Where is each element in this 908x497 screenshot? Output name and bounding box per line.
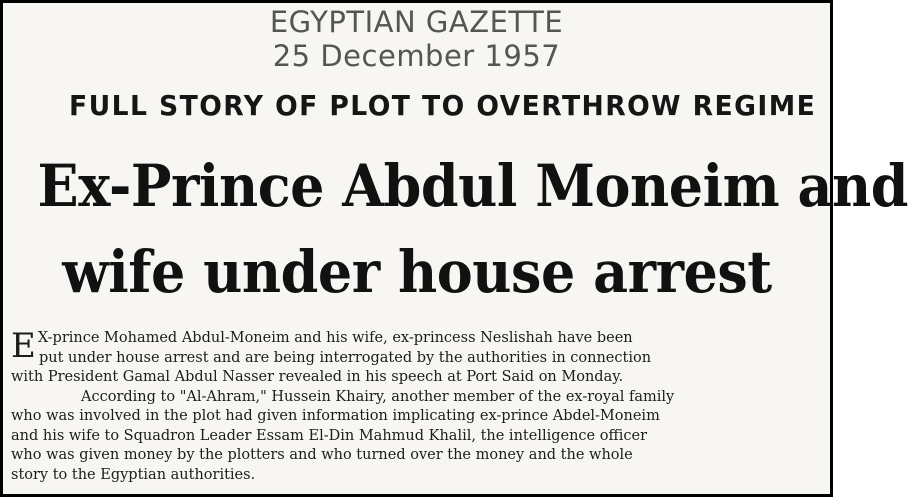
body-line-8: story to the Egyptian authorities. bbox=[11, 466, 256, 483]
drop-cap: E bbox=[11, 326, 36, 366]
body-line-5: who was involved in the plot had given information implicating ex-prince Abdel-Moneim bbox=[11, 408, 660, 424]
body-line-4: According to "Al-Ahram," Hussein Khairy, another member of the ex-royal family bbox=[81, 388, 675, 405]
article-kicker: FULL STORY OF PLOT TO OVERTHROW REGIME bbox=[69, 89, 817, 122]
body-line-6: and his wife to Squadron Leader Essam El-Din Mahmud Khalil, the intelligence officer bbox=[11, 427, 648, 444]
caption-title: EGYPTIAN GAZETTE bbox=[269, 5, 564, 39]
body-line-7: who was given money by the plotters and who turned over the money and the whole bbox=[11, 447, 633, 463]
body-line-3: with President Gamal Abdul Nasser revealed in his speech at Port Said on Monday. bbox=[11, 369, 624, 385]
headline-line-1: Ex-Prince Abdul Moneim and bbox=[37, 152, 908, 220]
body-line-2: put under house arrest and are being interrogated by the authorities in connection bbox=[39, 349, 652, 366]
headline-line-2: wife under house arrest bbox=[62, 238, 772, 306]
caption-date: 25 December 1957 bbox=[272, 39, 561, 73]
body-line-1-text: X-prince Mohamed Abdul-Moneim and his wife, ex-princess Neslishah have been bbox=[37, 330, 633, 346]
article-body bbox=[11, 326, 813, 485]
